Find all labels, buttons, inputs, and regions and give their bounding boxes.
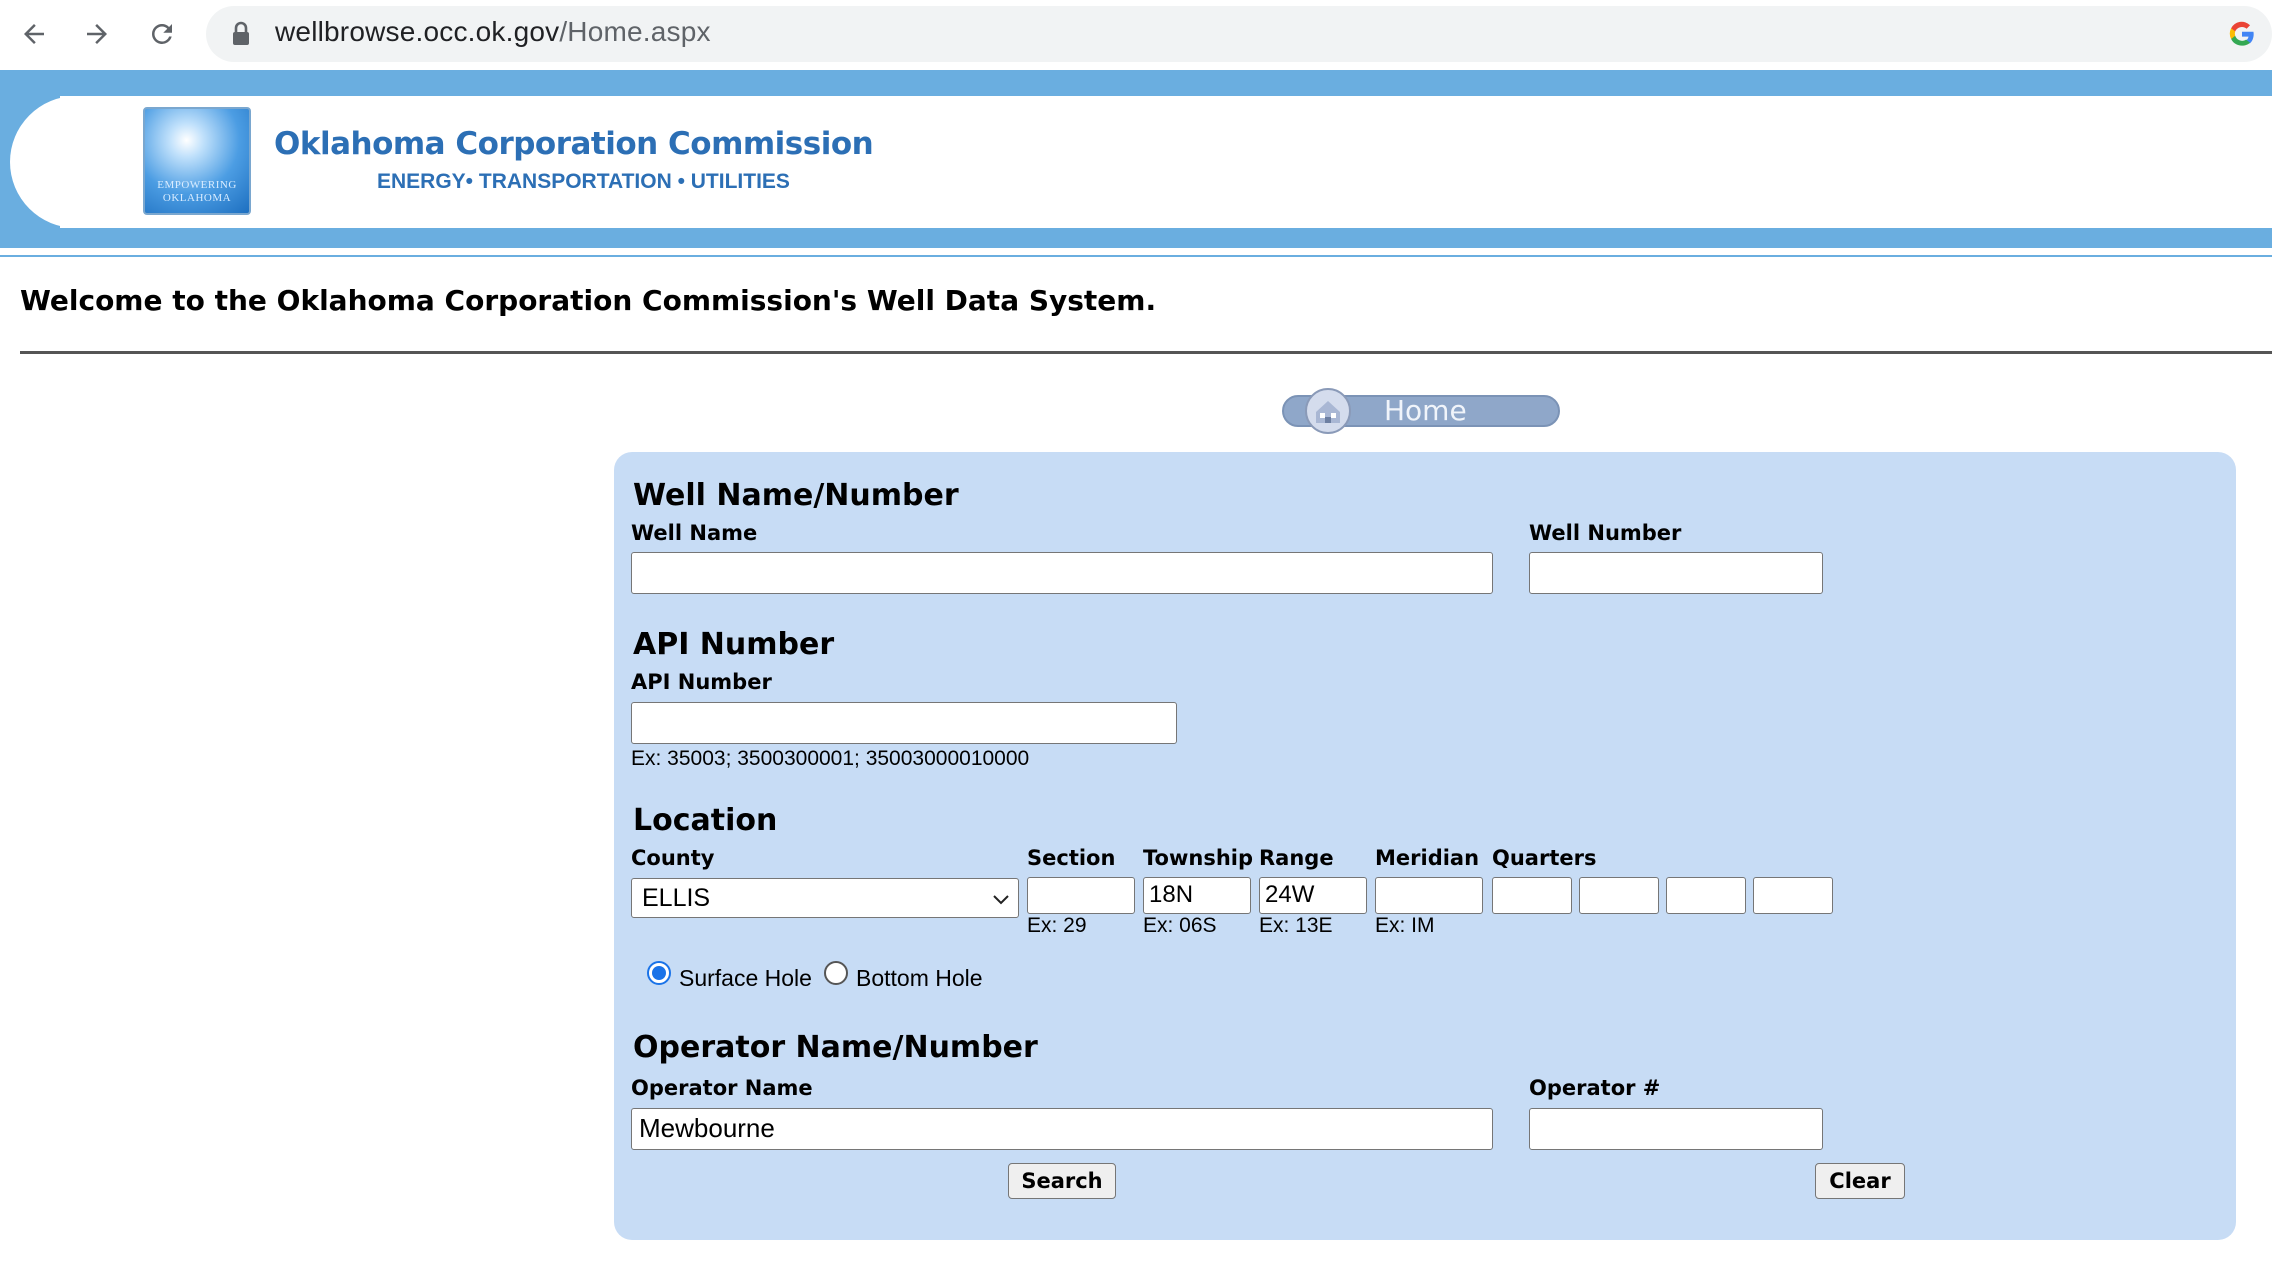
quarter-input-3[interactable]	[1666, 877, 1746, 914]
clear-button[interactable]: Clear	[1815, 1163, 1905, 1199]
meridian-label: Meridian	[1375, 846, 1480, 870]
township-label: Township	[1143, 846, 1253, 870]
home-tab-label[interactable]: Home	[1384, 394, 1467, 427]
operator-name-input[interactable]: Mewbourne	[631, 1108, 1493, 1150]
logo-text-line2: OKLAHOMA	[162, 192, 232, 204]
meridian-input[interactable]	[1375, 877, 1483, 914]
reload-icon[interactable]	[140, 12, 184, 56]
well-name-input[interactable]	[631, 552, 1493, 594]
well-section-heading: Well Name/Number	[633, 478, 959, 513]
township-input[interactable]: 18N	[1143, 877, 1251, 914]
quarter-input-4[interactable]	[1753, 877, 1833, 914]
url-host: wellbrowse.occ.ok.gov	[275, 16, 560, 47]
org-name: Oklahoma Corporation Commission	[274, 126, 874, 162]
bottom-hole-label[interactable]: Bottom Hole	[856, 965, 983, 991]
range-hint: Ex: 13E	[1259, 914, 1333, 937]
well-name-label: Well Name	[631, 521, 758, 545]
county-label: County	[631, 846, 715, 870]
quarter-input-2[interactable]	[1579, 877, 1659, 914]
meridian-hint: Ex: IM	[1375, 914, 1435, 937]
logo-text-line1: EMPOWERING	[157, 179, 237, 191]
api-section-heading: API Number	[633, 627, 835, 662]
operator-name-label: Operator Name	[631, 1076, 813, 1100]
well-number-label: Well Number	[1529, 521, 1682, 545]
range-label: Range	[1259, 846, 1334, 870]
api-number-hint: Ex: 35003; 3500300001; 35003000010000	[631, 747, 1030, 770]
banner-top-stripe	[0, 70, 2272, 96]
quarter-input-1[interactable]	[1492, 877, 1572, 914]
home-icon[interactable]	[1305, 388, 1351, 434]
banner-pill	[10, 96, 2272, 228]
section-input[interactable]	[1027, 877, 1135, 914]
county-select[interactable]	[631, 878, 1019, 918]
quarters-label: Quarters	[1492, 846, 1597, 870]
occ-logo[interactable]	[143, 107, 251, 215]
header-divider	[0, 255, 2272, 257]
well-number-input[interactable]	[1529, 552, 1823, 594]
forward-icon[interactable]	[75, 12, 119, 56]
chevron-down-icon	[992, 887, 1008, 903]
org-tagline: ENERGY• TRANSPORTATION • UTILITIES	[377, 170, 790, 193]
section-hint: Ex: 29	[1027, 914, 1087, 937]
banner-bottom-stripe	[0, 228, 2272, 248]
operator-section-heading: Operator Name/Number	[633, 1030, 1038, 1065]
api-number-label: API Number	[631, 670, 772, 694]
api-number-input[interactable]	[631, 702, 1177, 744]
lock-icon	[231, 21, 251, 52]
county-selected-value: ELLIS	[642, 884, 711, 912]
surface-hole-label[interactable]: Surface Hole	[679, 965, 812, 991]
township-hint: Ex: 06S	[1143, 914, 1217, 937]
surface-hole-radio[interactable]	[647, 961, 671, 985]
operator-number-label: Operator #	[1529, 1076, 1661, 1100]
search-button[interactable]: Search	[1008, 1163, 1116, 1199]
welcome-heading: Welcome to the Oklahoma Corporation Commission's Well Data System.	[20, 284, 1157, 317]
back-icon[interactable]	[12, 12, 56, 56]
section-label: Section	[1027, 846, 1116, 870]
bottom-hole-radio[interactable]	[824, 961, 848, 985]
google-icon[interactable]	[2228, 20, 2256, 53]
welcome-divider	[20, 351, 2272, 354]
browser-toolbar	[0, 0, 2272, 70]
operator-number-input[interactable]	[1529, 1108, 1823, 1150]
address-url[interactable]	[275, 16, 711, 48]
range-input[interactable]: 24W	[1259, 877, 1367, 914]
location-section-heading: Location	[633, 803, 778, 838]
url-path: /Home.aspx	[559, 16, 711, 47]
